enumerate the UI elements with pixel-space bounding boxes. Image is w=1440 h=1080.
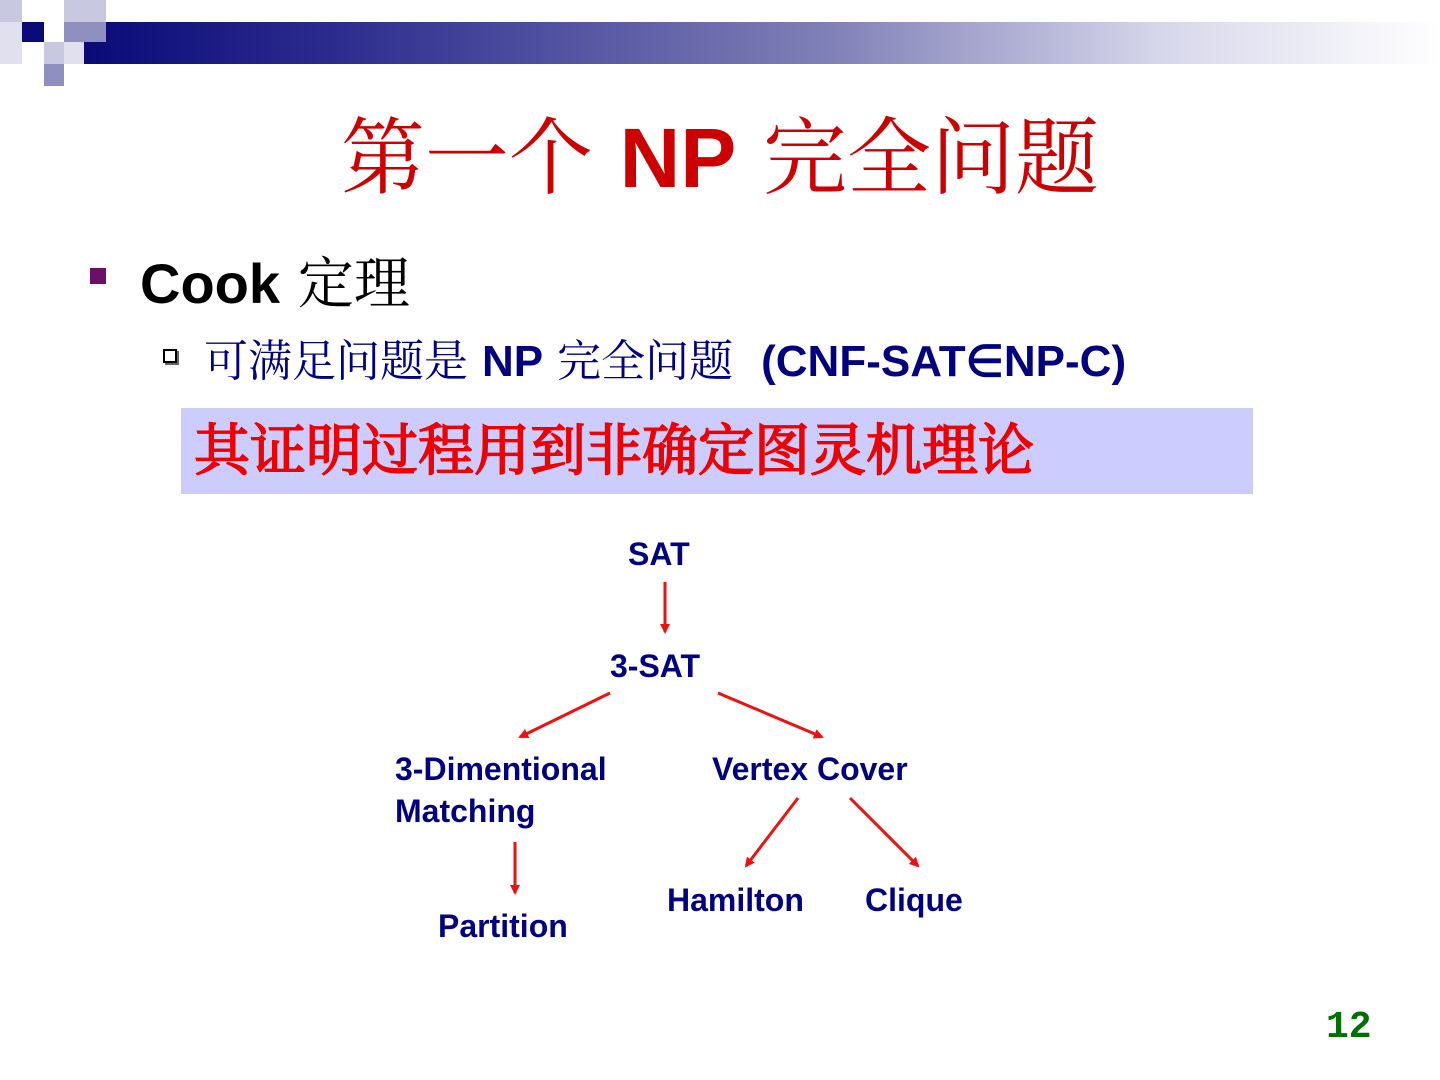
- node-partition: Partition: [438, 908, 568, 944]
- bullet-square-icon: [90, 268, 106, 284]
- logo-square-light: [44, 42, 64, 64]
- node-clique: Clique: [865, 882, 963, 918]
- bullet2-np: NP: [482, 337, 544, 386]
- node-hamilton: Hamilton: [667, 882, 804, 918]
- title-text-np: NP: [619, 111, 737, 205]
- title-text-pre: 第一个: [340, 109, 593, 207]
- logo-square-light: [0, 22, 22, 64]
- bullet1-zh: 定理: [297, 252, 410, 317]
- sub-bullet-box-icon: [163, 349, 177, 363]
- bullet2-paren: (CNF-SAT∈NP-C): [761, 337, 1127, 386]
- arrow-3sat-to-3dm: [520, 693, 610, 737]
- logo-square-light: [64, 0, 106, 22]
- node-3dm: [395, 748, 607, 832]
- node-sat: SAT: [628, 536, 690, 572]
- logo-square-mid: [64, 22, 106, 42]
- logo-square-light: [0, 0, 22, 22]
- page-number: 12: [1326, 1006, 1372, 1049]
- logo-square-light: [64, 42, 84, 64]
- arrow-vc-to-clique: [850, 798, 918, 866]
- node-3dm-line1: 3-Dimentional: [395, 751, 607, 787]
- header-gradient-bar: [84, 22, 1440, 64]
- arrow-3sat-to-vc: [718, 693, 822, 737]
- node-vertex-cover: Vertex Cover: [712, 751, 908, 787]
- node-3sat: 3-SAT: [610, 648, 701, 684]
- bullet2-zh: 可满足问题是: [204, 336, 468, 387]
- arrow-vc-to-hamilton: [746, 798, 798, 866]
- node-3dm-line2: Matching: [395, 793, 536, 829]
- highlight-text: 其证明过程用到非确定图灵机理论: [194, 419, 1034, 484]
- logo-square-mid: [44, 64, 64, 86]
- bullet1-en: Cook: [140, 252, 280, 315]
- bullet2-zh2: 完全问题: [557, 336, 734, 387]
- logo-square-dark: [22, 22, 44, 42]
- logo-square-light: [22, 0, 44, 22]
- sub-bullet-sat: [204, 332, 1126, 392]
- bullet-cook-theorem: [140, 250, 410, 319]
- title-text-post: 完全问题: [763, 109, 1100, 207]
- slide-title: [0, 108, 1440, 208]
